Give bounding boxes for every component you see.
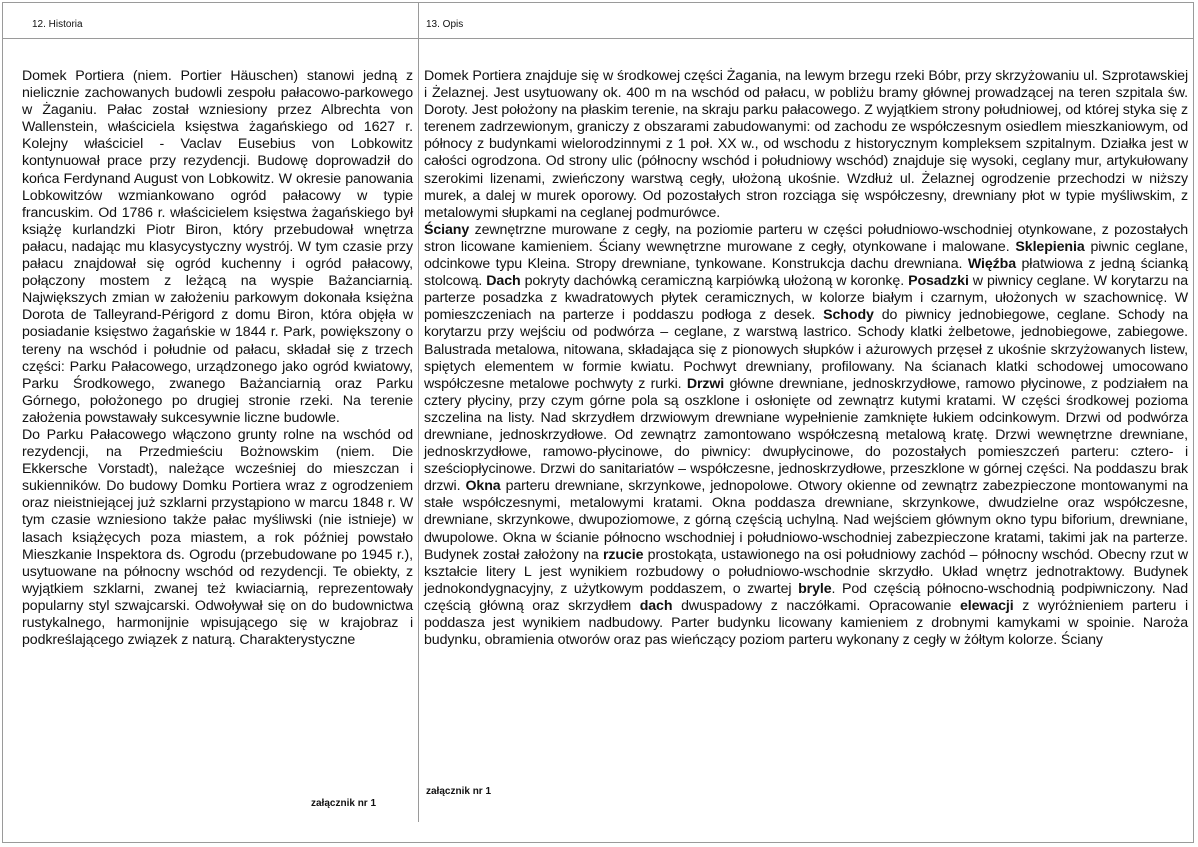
- section-text: główne drewniane, jednoskrzydłowe, ramowo płycinowe, z podziałem na cztery płyciny, przy czym górne pola są oszklone i osłonięte od zewnątrz kutymi kratami. W części środkowej pozioma szczelina na listy. Nad skrzydłem drzwiowym drewniane wypełnienie zamknięte łukiem odcinkowym. Drzwi od podwórza drewniane, jednoskrzydłowe. Od zewnątrz zamontowano współczesną metalową kratę. Drzwi wewnętrzne drewniane, jednoskrzydłowe, ramowo-płycinowe, do piwnicy: dwupłycinowe, do pozostałych pomieszczeń parteru: cztero- i sześciopłycinowe. Drzwi do sanitariatów – współczesne, jednoskrzydłowe, przeszklone w górnej części. Na poddaszu brak drzwi.: [424, 375, 1188, 495]
- section-label: dach: [639, 597, 673, 614]
- description-sections: [424, 222, 1188, 649]
- section-label: Sklepienia: [1015, 238, 1085, 255]
- section-text: z wyróżnieniem parteru i poddasza jest wynikiem nadbudowy. Parter budynku licowany kamieniem z drobnymi kamykami w spoinie. Naroża budynku, obramienia otworów oraz pas wieńczący poziom parteru wykonany z cegły w żółtym kolorze. Ściany: [424, 597, 1189, 649]
- history-text-column: [22, 68, 413, 649]
- section-text: w piwnicy ceglane. W korytarzu na parterze posadzka z kwadratowych płytek ceramicznych, w kolorze białym i czarnym, ułożonych w szachownicę. W pomieszczeniach na parterze i poddaszu podłoga z desek.: [424, 273, 1188, 324]
- attachment-label-right: załącznik nr 1: [426, 786, 492, 797]
- section-text: parteru drewniane, skrzynkowe, jednopolowe. Otwory okienne od zewnątrz zabezpieczone montowanymi na stałe współczesnymi, metalowymi kratami. Okna poddasza drewniane, skrzynkowe, dwudzielne oraz współczesne, drewniane, skrzynkowe, dwupoziomowe, z górną częścią uchylną. Nad wejściem głównym okno typu biforium, drewniane, dwupolowe. Okna w ścianie północno wschodniej i południowo-wschodniej zabezpieczone kratami, takimi jak na parterze. Budynek został założony na: [424, 478, 1188, 563]
- section-text: płatwiowa z jedną ścianką stolcową.: [424, 256, 1188, 290]
- section-text: . Pod częścią północno-wschodnią podpiwniczony. Nad częścią główną oraz skrzydłem: [424, 580, 1189, 614]
- attachment-label-left: załącznik nr 1: [311, 798, 377, 809]
- section-label: Drzwi: [686, 375, 725, 392]
- section-text: do piwnicy jednobiegowe, ceglane. Schody na korytarzu przy wejściu od podwórza – ceglane, z warstwą lastrico. Schody klatki żelbetowe, jednobiegowe, zabiegowe. Balustrada metalowa, nitowana, składająca się z pionowych słupków i ażurowych przęseł z ukośnie skrzyżowanych listew, spiętych elementem w formie kwiatu. Pochwyt drewniany, profilowany. Na ścianach klatki schodowej umocowano współczesne metalowe pochwyty z rurki.: [424, 307, 1188, 392]
- section-title-historia: 12. Historia: [32, 19, 83, 30]
- section-title-opis: 13. Opis: [426, 19, 464, 30]
- section-text: zewnętrzne murowane z cegły, na poziomie parteru w części południowo-wschodniej otynkowane, z pozostałych stron licowane kamieniem. Ściany wewnętrzne murowane z cegły, otynkowane i malowane.: [424, 221, 1188, 255]
- header-divider: [2, 38, 1194, 39]
- description-intro: Domek Portiera znajduje się w środkowej części Żagania, na lewym brzegu rzeki Bóbr, przy skrzyżowaniu ul. Szprotawskiej i Żelaznej. Jest usytuowany ok. 400 m na wschód od pałacu, w pobliżu bramy głównej prowadzącej na teren szpitala św. Doroty. Jest położony na płaskim terenie, na skraju parku pałacowego. Z wyjątkiem strony południowej, od której styka się z terenem zadrzewionym, graniczy z obszarami zabudowanymi: od zachodu ze współczesnym osiedlem mieszkaniowym, od północy z budynkami wielorodzinnymi z 1 poł. XX w., od wschodu z historycznym kompleksem szpitalnym. Działka jest w całości ogrodzona. Od strony ulic (północny wschód i południowy wschód) znajduje się wysoki, ceglany mur, artykułowany szerokimi lizenami, zwieńczony warstwą cegły, ułożoną ukośnie. Wzdłuż ul. Żelaznej ogrodzenie przechodzi w niższy murek, a dalej w murek oporowy. Od pozostałych stron rozciąga się współczesny, drewniany płot w typie myśliwskim, z metalowymi słupkami na ceglanej podmurówce.: [424, 68, 1188, 221]
- section-text: dwuspadowy z naczółkami. Opracowanie: [672, 597, 960, 614]
- history-paragraph-1: Domek Portiera (niem. Portier Häuschen) stanowi jedną z nielicznie zachowanych budowli zespołu pałacowo-parkowego w Żaganiu. Pałac został wzniesiony przez Albrechta von Wallenstein, właściciela księstwa żagańskiego od 1627 r. Kolejny właściciel - Vaclav Eusebius von Lobkowitz kontynuował prace przy rezydencji. Budowę doprowadził do końca Ferdynand August von Lobkowitz. W okresie panowania Lobkowitzów wzmiankowano ogród pałacowy w typie francuskim. Od 1786 r. właścicielem księstwa żagańskiego był książę kurlandzki Piotr Biron, który przebudował wnętrza pałacu, nadając mu klasycystyczny wystrój. W tym czasie przy pałacu znajdował się ogród kuchenny i ogród pałacowy, połączony mostem z leżącą na wyspie Bażanciarnią. Największych zmian w założeniu parkowym dokonała księżna Dorota de Talleyrand-Périgord z domu Biron, która objęła w posiadanie księstwo żagańskie w 1844 r. Park, powiększony o tereny na wschód i południe od pałacu, składał się z trzech części: Parku Pałacowego, urządzonego jako ogród kwiatowy, Parku Środkowego, zwanego Bażanciarnią oraz Parku Górnego, położonego po drugiej stronie rzeki. Na terenie założenia powstawały sukcesywnie liczne budowle.: [22, 68, 413, 426]
- section-label: elewacji: [959, 597, 1014, 614]
- column-divider: [418, 2, 419, 822]
- section-label: Posadzki: [908, 273, 969, 290]
- section-label: Schody: [823, 307, 874, 324]
- section-label: bryle: [798, 580, 832, 597]
- section-label: Okna: [465, 478, 501, 495]
- section-label: Ściany: [424, 221, 470, 238]
- section-text: pokryty dachówką ceramiczną karpiówką ułożoną w koronkę.: [520, 273, 909, 290]
- history-paragraph-2: Do Parku Pałacowego włączono grunty rolne na wschód od rezydencji, na Przedmieściu Bożnowskim (niem. Die Ekkersche Vorstadt), należące wcześniej do mieszczan i sukienników. Do budowy Domku Portiera wraz z ogrodzeniem oraz nieistniejącej już szklarni przystąpiono w marcu 1848 r. W tym czasie wzniesiono także pałac myśliwski (nie istnieje) w lasach książęcych poza miastem, a rok później powstało Mieszkanie Inspektora ds. Ogrodu (przebudowane po 1945 r.), usytuowane na północny wschód od rezydencji. Te obiekty, z wyjątkiem szklarni, zwanej też kwiaciarnią, reprezentowały popularny styl szwajcarski. Odwoływał się on do budownictwa rustykalnego, harmonijnie wpisującego się w krajobraz i podkreślającego związek z naturą. Charakterystyczne: [22, 426, 413, 649]
- section-label: rzucie: [602, 546, 644, 563]
- description-text-column: [424, 68, 1188, 649]
- section-text: prostokąta, ustawionego na osi południowy zachód – północny wschód. Obecny rzut w kształcie litery L jest wynikiem rozbudowy o południowo-wschodnie skrzydło. Układ wnętrz jednotraktowy. Budynek jednokondygnacyjny, z użytkowym poddaszem, o zwartej: [424, 546, 1188, 597]
- section-text: piwnic ceglane, odcinkowe typu Kleina. Stropy drewniane, tynkowane. Konstrukcja dachu drewniana.: [424, 238, 1188, 273]
- section-label: Dach: [486, 273, 521, 290]
- section-label: Więźba: [967, 256, 1016, 273]
